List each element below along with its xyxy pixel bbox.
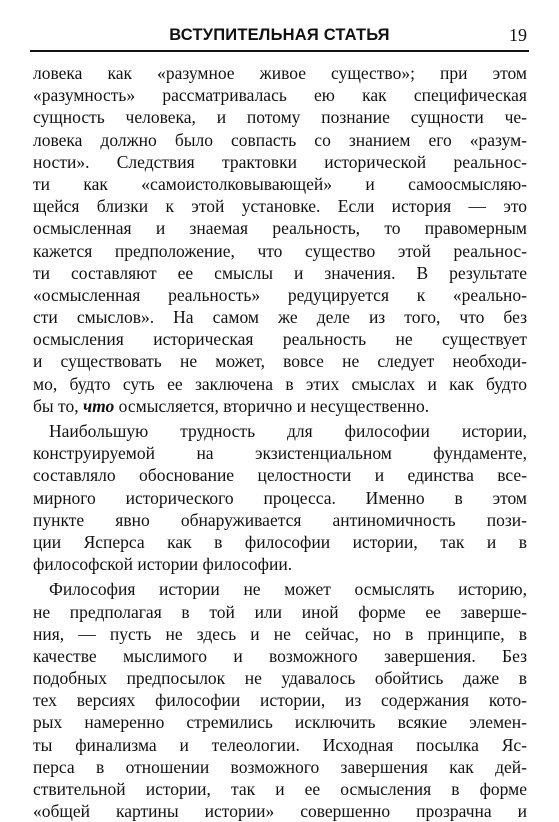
text-line: Наибольшую трудность для философии истории,: [49, 421, 527, 441]
text-line: конструируемой на экзистенциальном фундаменте,: [33, 443, 527, 464]
text-line: осмысления историческая реальность не существует: [33, 329, 527, 350]
paragraph-1: [33, 62, 527, 417]
text-line: осмысленная и знаемая реальность, то правомерным: [33, 218, 527, 239]
text-line: Философия истории не может осмыслять историю,: [49, 579, 527, 600]
text-line: ловека как «разумное живое существо»; при этом: [33, 63, 527, 83]
page-number: 19: [509, 25, 527, 45]
text-line: качестве мыслимого и возможного завершения. Без: [33, 645, 527, 666]
text-line: сти смыслов». На самом же деле из того, что без: [33, 307, 527, 328]
text-line: ствительной истории, так и ее осмысления в форме: [33, 779, 527, 799]
text-line: щейся близки к этой установке. Если история — это: [33, 196, 527, 217]
text-line: «разумность» рассматривалась ею как специфическая: [33, 85, 527, 106]
text-run: бы то,: [33, 395, 83, 416]
text-line: ловека должно было совпасть со знанием его «разум-: [33, 129, 527, 150]
text-line: ты финализма и телеологии. Исходная посылка Яс-: [33, 734, 527, 755]
text-line: мирного исторического процесса. Именно в этом: [33, 487, 527, 508]
body-text: [33, 62, 527, 822]
running-title: ВСТУПИТЕЛЬНАЯ СТАТЬЯ: [169, 26, 390, 44]
text-line: философской истории философии.: [33, 554, 293, 575]
text-line: пункте явно обнаруживается антиномичность пози-: [33, 509, 527, 530]
text-run: осмысляется, вторично и несущественно.: [114, 395, 430, 416]
text-line: ти как «самоистолковывающей» и самоосмысляю-: [33, 173, 527, 194]
page-header: [30, 20, 529, 52]
text-line: и существовать не может, вовсе не следует необходи-: [33, 351, 527, 372]
text-line: подобных предпосылок не удавалось обойтись даже в: [33, 668, 527, 689]
paragraph-2: [33, 420, 527, 575]
text-line: тех версиях философии истории, из содержания кото-: [33, 690, 527, 711]
text-line: «общей картины истории» совершенно прозрачна и: [33, 801, 527, 822]
text-line: кажется предположение, что существо этой реальнос-: [33, 240, 527, 261]
text-line: сущность человека, и потому познание сущности че-: [33, 107, 527, 128]
text-line: ти составляют ее смыслы и значения. В результате: [33, 262, 527, 283]
text-line: мо, будто суть ее заключена в этих смыслах и как будто: [33, 373, 527, 394]
text-line: не предполагая в той или иной форме ее заверше-: [33, 601, 527, 622]
paragraph-3: [33, 578, 527, 822]
text-line: «осмысленная реальность» редуцируется к «реально-: [33, 284, 527, 305]
text-line: ции Ясперса как в философии истории, так и в: [33, 531, 527, 552]
text-line: составляло обоснование целостности и единства все-: [33, 465, 527, 486]
emphasized-word: что: [82, 395, 115, 416]
text-line-with-emphasis: [33, 395, 527, 417]
text-line: ности». Следствия трактовки исторической реальнос-: [33, 151, 527, 172]
text-line: рых намеренно стремились исключить всякие элемен-: [33, 712, 527, 733]
text-line: перса в отношении возможного завершения как дей-: [33, 756, 527, 777]
text-line: ния, — пусть не здесь и не сейчас, но в принципе, в: [33, 623, 527, 644]
